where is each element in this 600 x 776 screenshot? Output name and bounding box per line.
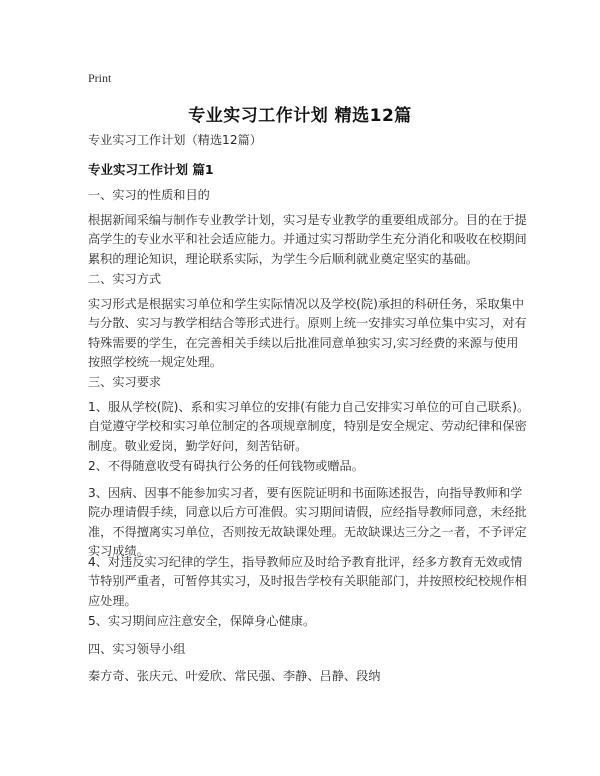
paragraph-line: 实习成绩。: [88, 544, 149, 559]
part1-heading: [88, 186, 520, 205]
part3-item1: [88, 398, 530, 456]
paragraph-line: 与分散、实习与教学相结合等形式进行。原则上统一安排实习单位集中实习，对有: [88, 316, 527, 331]
document-title: 专业实习工作计划 精选12篇: [188, 106, 412, 126]
part1-heading-text: 一、实习的性质和目的: [88, 188, 210, 202]
paragraph-line: 准，不得擅离实习单位，否则按无故缺课处理。无故缺课达三分之一者，不予评定: [88, 524, 527, 539]
paragraph-line: 2、不得随意收受有碍执行公务的任何钱物或赠品。: [88, 459, 364, 473]
paragraph-line: 根据新闻采编与制作专业教学计划，实习是专业教学的重要组成部分。目的在于提: [88, 213, 527, 227]
paragraph-line: 实习形式是根据实习单位和学生实际情况以及学校(院)承担的科研任务，采取集中: [88, 297, 525, 311]
paragraph-line: 高学生的专业水平和社会适应能力。并通过实习帮助学生充分消化和吸收在校期间: [88, 232, 527, 247]
paragraph-line: 按照学校统一规定处理。: [88, 355, 223, 370]
part3-heading-text: 三、实习要求: [88, 375, 162, 389]
part3-heading: [88, 373, 520, 392]
print-label: Print: [88, 71, 112, 85]
part4-heading-text: 四、实习领导小组: [88, 642, 186, 656]
part2-heading: [88, 270, 520, 289]
paragraph-line: 特殊需要的学生，在完善相关手续以后批准同意单独实习,实习经费的来源与使用: [88, 335, 519, 350]
part3-item2: [88, 457, 520, 476]
paragraph-line: 制度。敬业爱岗，勤学好问，刻苦钻研。: [88, 438, 308, 453]
part3-item5: [88, 612, 520, 631]
part4-heading: [88, 640, 520, 659]
part2-heading-text: 二、实习方式: [88, 272, 162, 286]
paragraph-line: 1、服从学校(院)、系和实习单位的安排(有能力自己安排实习单位的可自己联系)。: [88, 400, 530, 414]
part3-item4: [88, 553, 527, 611]
paragraph-line: 节特别严重者，可暂停其实习，及时报告学校有关职能部门，并按照校纪校规作相: [88, 574, 527, 589]
paragraph-line: 自觉遵守学校和实习单位制定的各项规章制度，特别是安全规定、劳动纪律和保密: [88, 419, 527, 434]
paragraph-line: 累积的理论知识，理论联系实际，为学生今后顺利就业奠定坚实的基础。: [88, 251, 478, 266]
member-list: 秦方奇、张庆元、叶爱欣、常民强、李静、吕静、段纳: [88, 669, 381, 683]
paragraph-line: 5、实习期间应注意安全，保障身心健康。: [88, 614, 316, 628]
subtitle-text: 专业实习工作计划（精选12篇）: [88, 133, 262, 147]
part1-paragraph: [88, 211, 527, 269]
paragraph-line: 4、对违反实习纪律的学生，指导教师应及时给予教育批评，经多方教育无效或情: [88, 555, 523, 569]
part4-members: [88, 667, 520, 686]
paragraph-line: 3、因病、因事不能参加实习者，要有医院证明和书面陈述报告，向指导教师和学: [88, 486, 523, 500]
paragraph-line: 应处理。: [88, 593, 137, 608]
section-heading-text: 专业实习工作计划 篇1: [88, 162, 214, 177]
paragraph-line: 院办理请假手续，同意以后方可准假。实习期间请假，应经指导教师同意，未经批: [88, 505, 527, 520]
part2-paragraph: [88, 295, 527, 373]
section-heading: [88, 160, 520, 179]
subtitle: [88, 131, 520, 150]
